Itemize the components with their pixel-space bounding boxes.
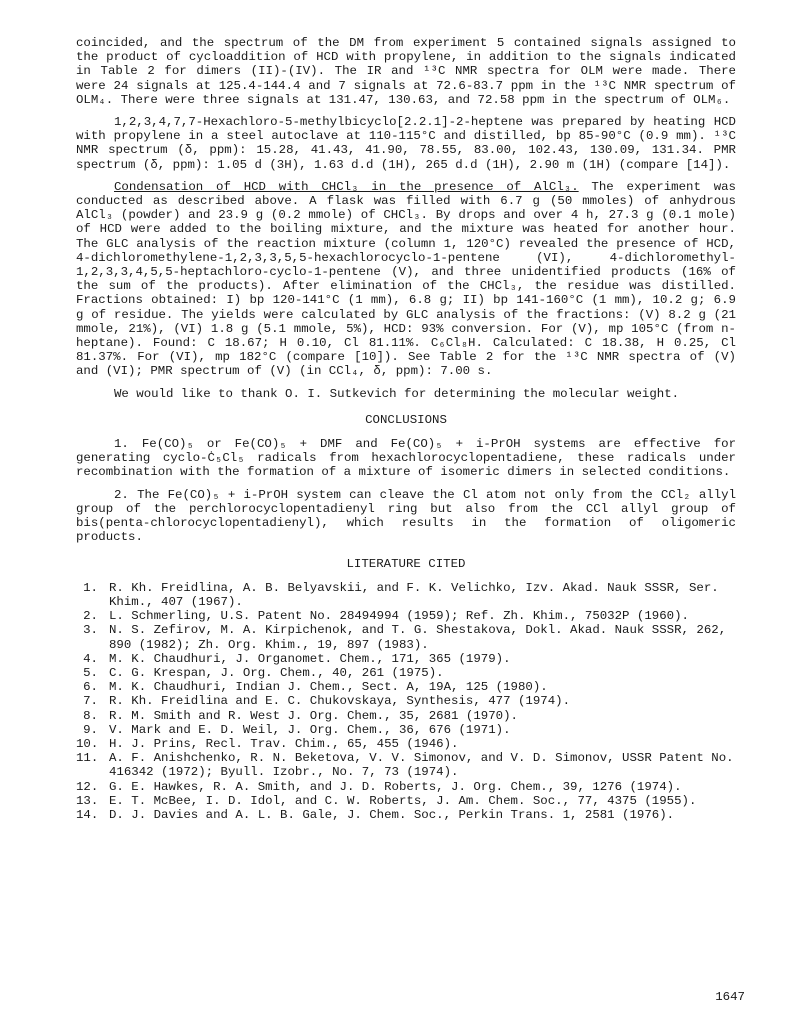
reference-item [76,737,736,751]
reference-item [76,652,736,666]
reference-number: 14. [76,807,99,822]
literature-heading: LITERATURE CITED [346,556,466,571]
reference-number: 6. [83,680,98,695]
reference-text: M. K. Chaudhuri, Indian J. Chem., Sect. A, 19A, 125 (1980). [109,680,548,695]
reference-number: 8. [83,708,98,723]
body-paragraph: coincided, and the spectrum of the DM from experiment 5 contained signals assigned to the product of cycloaddition of HCD with propylene, in addition to the signals indicated in Table 2 for dimers (II)-(IV). The IR and ¹³C NMR spectra for OLM were made. There were 24 signals at 125.4-144.4 and 7 signals at 72.6-83.7 ppm in the ¹³C NMR spectrum of OLM₄. There were three signals at 131.47, 130.63, and 72.58 ppm in the spectrum of OLM₆. [76,36,736,107]
reference-item [76,751,736,779]
reference-item [76,808,736,822]
reference-text: E. T. McBee, I. D. Idol, and C. W. Roberts, J. Am. Chem. Soc., 77, 4375 (1955). [109,793,697,808]
reference-text: G. E. Hawkes, R. A. Smith, and J. D. Roberts, J. Org. Chem., 39, 1276 (1974). [109,779,682,794]
reference-number: 7. [83,694,98,709]
acknowledgement: We would like to thank O. I. Sutkevich for determining the molecular weight. [114,386,680,401]
reference-text: N. S. Zefirov, M. A. Kirpichenok, and T. G. Shestakova, Dokl. Akad. Nauk SSSR, 262, 890 (1982); Zh. Org. Khim., 19, 897 (1983). [109,623,727,652]
reference-number: 2. [83,609,98,624]
reference-number: 1. [83,580,98,595]
reference-text: R. M. Smith and R. West J. Org. Chem., 35, 2681 (1970). [109,708,518,723]
section-run-in-title: Condensation of HCD with CHCl₃ in the presence of AlCl₃. [114,179,579,194]
reference-number: 9. [83,722,98,737]
reference-text: H. J. Prins, Recl. Trav. Chim., 65, 455 (1946). [109,736,459,751]
reference-item [76,623,736,651]
reference-text: D. J. Davies and A. L. B. Gale, J. Chem. Soc., Perkin Trans. 1, 2581 (1976). [109,807,675,822]
reference-list [76,581,736,822]
reference-item [76,666,736,680]
page-number: 1647 [715,990,745,1004]
reference-number: 12. [76,779,99,794]
reference-item [76,723,736,737]
reference-text: A. F. Anishchenko, R. N. Beketova, V. V. Simonov, and V. D. Simonov, USSR Patent No. 416342 (1972); Byull. Izobr., No. 7, 73 (1974). [109,751,734,780]
reference-text: R. Kh. Freidlina and E. C. Chukovskaya, Synthesis, 477 (1974). [109,694,571,709]
reference-item [76,680,736,694]
section-body-text: The experiment was conducted as described above. A flask was filled with 6.7 g (50 mmoles) of anhydrous AlCl₃ (powder) and 23.9 g (0.2 mmole) of CHCl₃. By drops and over 4 h, 27.3 g (0.1 mole) of HCD were added to the boiling mixture, and the mixture was heated for another hour. The GLC analysis of the reaction mixture (column 1, 120°C) revealed the presence of HCD, 4-dichloromethylene-1,2,3,3,5,5-hexachlorocyclo-1-pentene (VI), 4-dichloromethyl-1,2,3,3,4,5,5-heptachloro-cyclo-1-pentene (V), and three unidentified products (16% of the sum of the products). After elimination of the CHCl₃, the residue was distilled. Fractions obtained: I) bp 120-141°C (1 mm), 6.8 g; II) bp 141-160°C (1 mm), 10.2 g; 6.9 g of residue. The yields were calculated by GLC analysis of the fractions: (V) 8.2 g (21 mmole, 21%), (VI) 1.8 g (5.1 mmole, 5%), HCD: 93% conversion. For (V), mp 105°C (from n-heptane). Found: C 18.67; H 0.10, Cl 81.11%. C₆Cl₈H. Calculated: C 18.38, H 0.25, Cl 81.37%. For (VI), mp 182°C (compare [10]). See Table 2 for the ¹³C NMR spectra of (V) and (VI); PMR spectrum of (V) (in CCl₄, δ, ppm): 7.00 s. [76,179,736,379]
reference-number: 11. [76,751,99,766]
reference-item [76,694,736,708]
reference-text: M. K. Chaudhuri, J. Organomet. Chem., 171, 365 (1979). [109,651,511,666]
body-paragraph: 1,2,3,4,7,7-Hexachloro-5-methylbicyclo[2.2.1]-2-heptene was prepared by heating HCD with propylene in a steel autoclave at 110-115°C and distilled, bp 85-90°C (0.9 mm). ¹³C NMR spectrum (δ, ppm): 15.28, 41.43, 41.90, 78.55, 83.00, 102.43, 130.09, 131.34. PMR spectrum (δ, ppm): 1.05 d (3H), 1.63 d.d (1H), 265 d.d (1H), 2.90 m (1H) (compare [14]). [76,115,736,172]
body-paragraph [76,180,736,379]
reference-text: L. Schmerling, U.S. Patent No. 28494994 (1959); Ref. Zh. Khim., 75032P (1960). [109,609,689,624]
reference-item [76,780,736,794]
document-page [76,36,736,822]
conclusions-heading: CONCLUSIONS [365,412,447,427]
reference-number: 13. [76,793,99,808]
reference-number: 5. [83,665,98,680]
reference-item [76,709,736,723]
reference-item [76,794,736,808]
conclusion-item: 1. Fe(CO)₅ or Fe(CO)₅ + DMF and Fe(CO)₅ + i-PrOH systems are effective for generating cyclo-Ċ₅Cl₅ radicals from hexachlorocyclopentadiene, these radicals under recombination with the formation of a mixture of isomeric dimers in selected conditions. [76,437,736,480]
reference-item [76,581,736,609]
reference-number: 4. [83,651,98,666]
conclusion-item: 2. The Fe(CO)₅ + i-PrOH system can cleave the Cl atom not only from the CCl₂ allyl group of the perchlorocyclopentadienyl ring but also from the CCl allyl group of bis(penta-chlorocyclopentadienyl), which results in the formation of oligomeric products. [76,487,736,545]
reference-item [76,609,736,623]
reference-text: R. Kh. Freidlina, A. B. Belyavskii, and F. K. Velichko, Izv. Akad. Nauk SSSR, Ser. Khim., 407 (1967). [109,580,719,609]
reference-text: C. G. Krespan, J. Org. Chem., 40, 261 (1975). [109,665,444,680]
reference-number: 10. [76,736,99,751]
reference-number: 3. [83,623,98,638]
reference-text: V. Mark and E. D. Weil, J. Org. Chem., 36, 676 (1971). [109,722,511,737]
